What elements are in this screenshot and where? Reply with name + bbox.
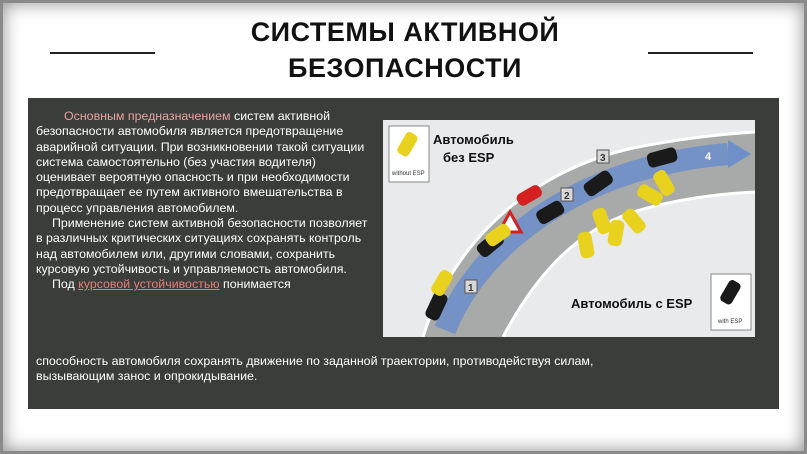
stability-highlight: курсовой устойчивостью	[78, 277, 220, 292]
label-with-esp: Автомобиль с ESP	[571, 296, 693, 311]
stability-pre: Под	[52, 277, 79, 292]
paragraph-purpose	[36, 109, 376, 216]
step-1: 1	[468, 283, 474, 294]
stability-rest: понимается	[219, 277, 291, 292]
with-esp-caption: with ESP	[718, 319, 743, 325]
step-2: 2	[564, 191, 570, 202]
purpose-highlight: Основным предназначением	[64, 109, 231, 123]
paragraph-application	[36, 216, 376, 277]
step-4: 4	[705, 151, 712, 163]
stability-line-2: способность автомобиля сохранять движение по заданной траектории, противодействуя силам,	[36, 354, 594, 368]
paragraph-stability-start	[36, 277, 376, 292]
page-title	[170, 14, 640, 86]
purpose-text: систем активной безопасности автомобиля является предотвращение аварийной ситуации. При возникновении такой ситуации система самостоятельно (без участия водителя) оценивает вероятную опасность и при необходимости предотвращает ее путем активного вмешательства в процесс управления автомобилем.	[36, 109, 365, 215]
left-rule	[50, 52, 155, 54]
esp-illustration	[383, 120, 755, 337]
stability-definition	[36, 354, 776, 385]
esp-diagram	[383, 120, 755, 337]
title-line-1: СИСТЕМЫ АКТИВНОЙ	[250, 17, 560, 47]
application-text: Применение систем активной безопасности позволяет в различных критических ситуациях сохранять контроль над автомобилем или, другими словами, сохранить курсовую устойчивость и управляемость автомобиля.	[36, 216, 368, 276]
title-line-2: БЕЗОПАСНОСТИ	[288, 53, 522, 83]
stability-line-3: вызывающим занос и опрокидывание.	[36, 369, 258, 384]
step-3: 3	[600, 153, 606, 164]
right-rule	[648, 52, 753, 54]
label-without-esp-line2: без ESP	[443, 150, 495, 165]
body-text	[36, 109, 376, 293]
label-without-esp-line1: Автомобиль	[433, 132, 514, 147]
without-esp-caption: without ESP	[392, 171, 425, 177]
